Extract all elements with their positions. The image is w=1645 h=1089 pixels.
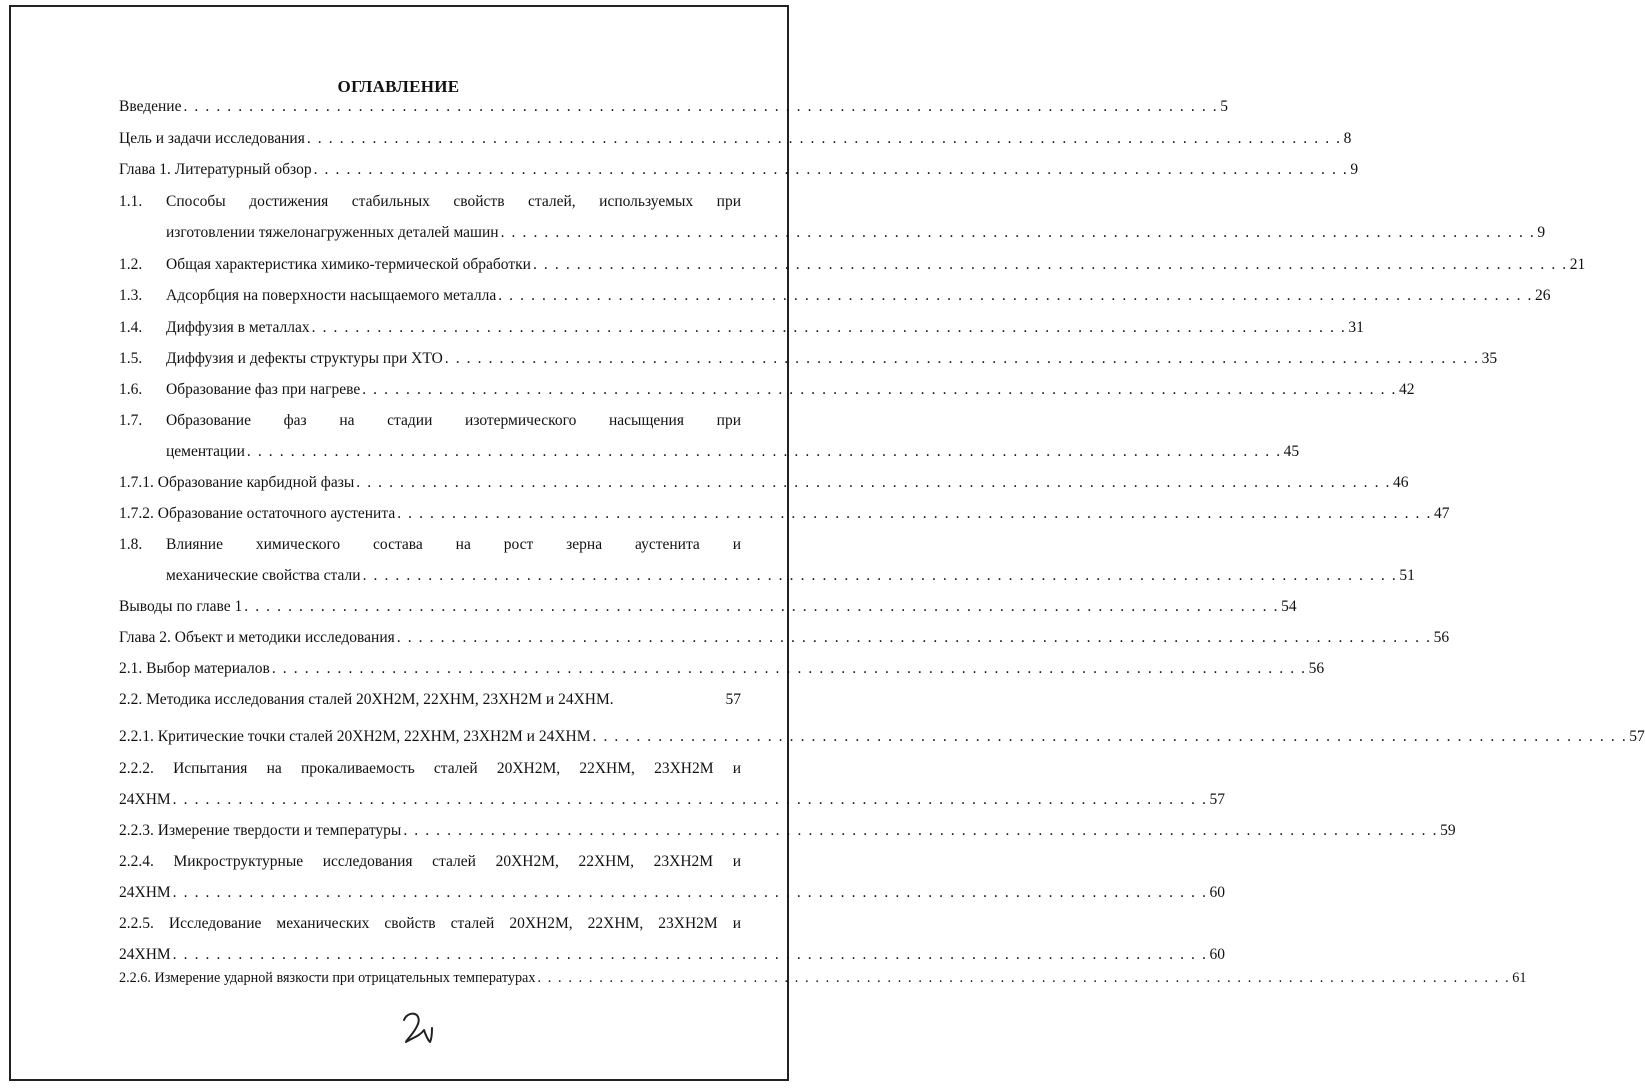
toc-entry-continuation [119, 222, 1546, 244]
leader-dots [183, 96, 1218, 118]
toc-entry-text: Способы достижения стабильных свойств сталей, используемых при [166, 193, 741, 210]
toc-entry-text: Глава 2. Объект и методики исследования [119, 629, 395, 646]
toc-entry-page: 45 [1283, 443, 1300, 460]
page-title: ОГЛАВЛЕНИЕ [337, 77, 460, 96]
toc-entry-text: Цель и задачи исследования [119, 130, 305, 147]
toc-entry-number: 1.7. [119, 412, 143, 429]
toc-entry [119, 348, 1498, 370]
toc-entry-page: 57 [1209, 791, 1225, 808]
toc-entry-page: 35 [1481, 350, 1498, 367]
leader-dots [356, 472, 1391, 494]
toc-entry [119, 285, 1551, 307]
toc-entry [119, 596, 1297, 618]
toc-entry-text: 2.1. Выбор материалов [119, 660, 270, 677]
toc-entry-text: Образование фаз на стадии изотермического насыщения при [166, 412, 741, 429]
leader-dots [397, 627, 1432, 649]
leader-dots [307, 128, 1342, 150]
leader-dots [593, 726, 1628, 748]
toc-entry-page: 26 [1535, 287, 1551, 304]
leader-dots [363, 565, 1398, 587]
toc-entry-text: Диффузия и дефекты структуры при ХТО [166, 350, 443, 367]
toc-entry-text: Введение [119, 98, 182, 115]
toc-entry-text: 2.2.6. Измерение ударной вязкости при отрицательных температурах [119, 970, 536, 986]
toc-entry-continuation [119, 789, 1225, 811]
toc-entry [119, 851, 741, 873]
leader-dots [397, 503, 1432, 525]
toc-entry-page: 60 [1209, 884, 1225, 901]
toc-entry [119, 410, 741, 432]
toc-entry-page: 56 [1433, 629, 1450, 646]
toc-entry-page: 57 [725, 691, 741, 708]
toc-entry [119, 967, 1527, 989]
toc-entry-text: 2.2.1. Критические точки сталей 20ХН2М, 22ХНМ, 23ХН2М и 24ХНМ [119, 728, 591, 745]
leader-dots [272, 658, 1307, 680]
toc-entry-page: 8 [1343, 130, 1352, 147]
toc-entry-page: 9 [1537, 224, 1546, 241]
toc-entry-text: Влияние химического состава на рост зерна аустенита и [166, 536, 741, 553]
toc-entry-continuation [119, 882, 1225, 904]
toc-entry-continuation [119, 565, 1415, 587]
toc-entry-page: 9 [1350, 161, 1359, 178]
toc-entry-page: 61 [1512, 970, 1527, 986]
toc-entry-text: 2.2.3. Измерение твердости и температуры [119, 822, 402, 839]
toc-entry-page: 42 [1399, 381, 1415, 398]
toc-entry-page: 60 [1209, 946, 1225, 963]
toc-entry [119, 159, 1359, 181]
toc-entry-text: Диффузия в металлах [166, 319, 310, 336]
leader-dots [173, 882, 1208, 904]
leader-dots [498, 285, 1533, 307]
toc-entry-page: 5 [1220, 98, 1229, 115]
toc-entry-page: 47 [1433, 505, 1450, 522]
toc-entry-text: 1.7.2. Образование остаточного аустенита [119, 505, 396, 522]
toc-entry-page: 54 [1281, 598, 1297, 615]
leader-dots [314, 159, 1349, 181]
toc-entry-text: Образование фаз при нагреве [166, 381, 361, 398]
toc-entry-number: 1.3. [119, 287, 143, 304]
toc-entry-page: 57 [1629, 728, 1645, 745]
toc-entry [119, 379, 1415, 401]
toc-entry-text: 2.2.4. Микроструктурные исследования сталей 20ХН2М, 22ХНМ, 23ХН2М и [119, 853, 741, 870]
toc-entry-page: 56 [1308, 660, 1325, 677]
toc-entry-text: 2.2.5. Исследование механических свойств сталей 20ХН2М, 22ХНМ, 23ХН2М и [119, 915, 741, 932]
toc-entry-text: Адсорбция на поверхности насыщаемого металла [166, 287, 497, 304]
toc-entry-text: изготовлении тяжелонагруженных деталей машин [166, 224, 499, 241]
toc-entry [119, 317, 1364, 339]
toc-entry [119, 128, 1352, 150]
leader-dots [537, 967, 1510, 989]
toc-entry-page: 46 [1393, 474, 1409, 491]
toc-entry [119, 820, 1456, 842]
toc-entry-continuation [119, 944, 1225, 966]
toc-entry-text: Общая характеристика химико-термической обработки [166, 256, 531, 273]
toc-entry-text: Выводы по главе 1 [119, 598, 243, 615]
toc-entry-text: цементации [166, 443, 245, 460]
leader-dots [445, 348, 1480, 370]
toc-entry-number: 1.8. [119, 536, 143, 553]
toc-entry [119, 627, 1450, 649]
toc-entry-text: 1.7.1. Образование карбидной фазы [119, 474, 355, 491]
toc-entry-page: 51 [1399, 567, 1415, 584]
toc-entry [119, 534, 741, 556]
toc-entry-continuation [119, 441, 1300, 463]
leader-dots [247, 441, 1282, 463]
toc-entry [119, 472, 1409, 494]
toc-entry-number: 1.5. [119, 350, 143, 367]
toc-entry-text: Глава 1. Литературный обзор [119, 161, 312, 178]
toc-entry-number: 1.6. [119, 381, 143, 398]
toc-entry-number: 1.1. [119, 193, 143, 210]
leader-dots [403, 820, 1438, 842]
toc-entry-text: 24ХНМ [119, 884, 171, 901]
toc-entry [119, 758, 741, 780]
toc-entry [119, 658, 1325, 680]
toc-entry-number: 1.2. [119, 256, 143, 273]
toc-entry [119, 503, 1450, 525]
leader-dots [173, 944, 1208, 966]
toc-entry [119, 913, 741, 935]
toc-entry-text: 2.2.2. Испытания на прокаливаемость сталей 20ХН2М, 22ХНМ, 23ХН2М и [119, 760, 741, 777]
leader-dots [501, 222, 1536, 244]
toc-entry-page: 59 [1440, 822, 1456, 839]
leader-dots [312, 317, 1347, 339]
toc-entry [119, 254, 1586, 276]
toc-entry-page: 21 [1569, 256, 1586, 273]
toc-entry [119, 726, 1645, 748]
toc-entry-text: 2.2. Методика исследования сталей 20ХН2М, 22ХНМ, 23ХН2М и 24ХНМ. [119, 691, 614, 708]
toc-entry [119, 689, 741, 711]
toc-entry-page: 31 [1348, 319, 1364, 336]
leader-dots [533, 254, 1568, 276]
leader-dots [362, 379, 1397, 401]
handwritten-page-number [398, 1008, 438, 1048]
toc-entry-text: 24ХНМ [119, 946, 171, 963]
toc-entry [119, 191, 741, 213]
toc-entry [119, 96, 1229, 118]
toc-entry-text: 24ХНМ [119, 791, 171, 808]
leader-dots [244, 596, 1279, 618]
toc-entry-text: механические свойства стали [166, 567, 361, 584]
toc-entry-number: 1.4. [119, 319, 143, 336]
leader-dots [173, 789, 1208, 811]
